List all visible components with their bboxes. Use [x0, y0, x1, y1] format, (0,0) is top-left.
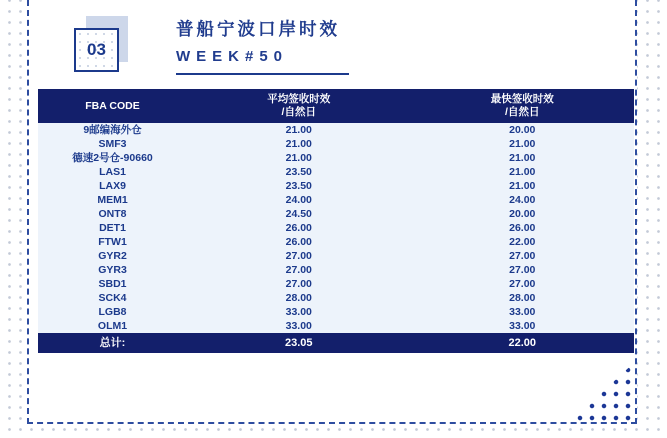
- fastest-time-cell: 33.00: [509, 320, 536, 332]
- avg-time-cell: 23.50: [285, 180, 312, 192]
- avg-time-cell: 26.00: [285, 236, 312, 248]
- header-avg-line1: 平均签收时效: [267, 93, 331, 105]
- timeliness-table: [38, 89, 634, 353]
- fba-code-cell: LGB8: [98, 306, 127, 318]
- fba-code-cell: LAS1: [99, 166, 126, 178]
- table-row: [38, 263, 634, 277]
- fba-code-cell: SMF3: [98, 138, 127, 150]
- title-underline: [176, 73, 349, 75]
- fba-code-cell: FTW1: [98, 236, 127, 248]
- avg-time-cell: 24.50: [285, 208, 312, 220]
- section-number: 03: [87, 40, 106, 59]
- table-body: [38, 123, 634, 333]
- header-avg-time: [187, 89, 411, 123]
- fastest-time-cell: 21.00: [509, 166, 536, 178]
- fba-code-cell: GYR2: [98, 250, 127, 262]
- avg-time-cell: 33.00: [285, 306, 312, 318]
- table-row: [38, 249, 634, 263]
- header-fba-code-label: FBA CODE: [85, 99, 140, 112]
- header-fastest-time: [411, 89, 635, 123]
- fastest-time-cell: 28.00: [509, 292, 536, 304]
- fastest-time-cell: 26.00: [509, 222, 536, 234]
- fastest-time-cell: 21.00: [509, 138, 536, 150]
- avg-time-cell: 28.00: [285, 292, 312, 304]
- table-row: [38, 179, 634, 193]
- avg-time-cell: 21.00: [285, 124, 312, 136]
- fastest-time-cell: 33.00: [509, 306, 536, 318]
- fastest-time-cell: 27.00: [509, 278, 536, 290]
- table-row: [38, 165, 634, 179]
- header-fba-code: [38, 89, 187, 123]
- fba-code-cell: MEM1: [97, 194, 128, 206]
- avg-time-cell: 23.50: [285, 166, 312, 178]
- table-row: [38, 151, 634, 165]
- table-row: [38, 193, 634, 207]
- total-avg-value: 23.05: [284, 337, 313, 349]
- fba-code-cell: SBD1: [98, 278, 127, 290]
- fastest-time-cell: 24.00: [509, 194, 536, 206]
- table-row: [38, 137, 634, 151]
- table-row: [38, 319, 634, 333]
- fastest-time-cell: 22.00: [509, 236, 536, 248]
- fastest-time-cell: 20.00: [509, 124, 536, 136]
- avg-time-cell: 27.00: [285, 278, 312, 290]
- table-row: [38, 305, 634, 319]
- table-row: [38, 123, 634, 137]
- avg-time-cell: 33.00: [285, 320, 312, 332]
- fastest-time-cell: 21.00: [509, 180, 536, 192]
- fba-code-cell: 德速2号仓-90660: [72, 152, 153, 164]
- total-label: 总计:: [99, 337, 126, 349]
- header-avg-line2: /自然日: [281, 106, 316, 118]
- avg-time-cell: 27.00: [285, 264, 312, 276]
- table-row: [38, 291, 634, 305]
- week-subtitle: WEEK#50: [176, 48, 289, 65]
- avg-time-cell: 26.00: [285, 222, 312, 234]
- table-row: [38, 235, 634, 249]
- fastest-time-cell: 27.00: [509, 264, 536, 276]
- avg-time-cell: 24.00: [285, 194, 312, 206]
- page-title: 普船宁波口岸时效: [176, 19, 340, 39]
- fba-code-cell: SCK4: [98, 292, 127, 304]
- fastest-time-cell: 20.00: [509, 208, 536, 220]
- section-number-badge: [74, 28, 119, 72]
- table-header-row: [38, 89, 634, 123]
- fba-code-cell: LAX9: [99, 180, 126, 192]
- table-row: [38, 277, 634, 291]
- fastest-time-cell: 21.00: [509, 152, 536, 164]
- report-card: [27, 0, 637, 424]
- avg-time-cell: 27.00: [285, 250, 312, 262]
- total-fastest-value: 22.00: [508, 337, 537, 349]
- header-fastest-line1: 最快签收时效: [490, 93, 554, 105]
- fba-code-cell: 9邮编海外仓: [83, 124, 142, 136]
- table-row: [38, 207, 634, 221]
- avg-time-cell: 21.00: [285, 152, 312, 164]
- table-total-row: [38, 333, 634, 353]
- fba-code-cell: GYR3: [98, 264, 127, 276]
- table-row: [38, 221, 634, 235]
- avg-time-cell: 21.00: [285, 138, 312, 150]
- fba-code-cell: DET1: [99, 222, 126, 234]
- header-fastest-line2: /自然日: [505, 106, 540, 118]
- title-block: [176, 16, 352, 75]
- fastest-time-cell: 27.00: [509, 250, 536, 262]
- fba-code-cell: ONT8: [98, 208, 127, 220]
- fba-code-cell: OLM1: [97, 320, 128, 332]
